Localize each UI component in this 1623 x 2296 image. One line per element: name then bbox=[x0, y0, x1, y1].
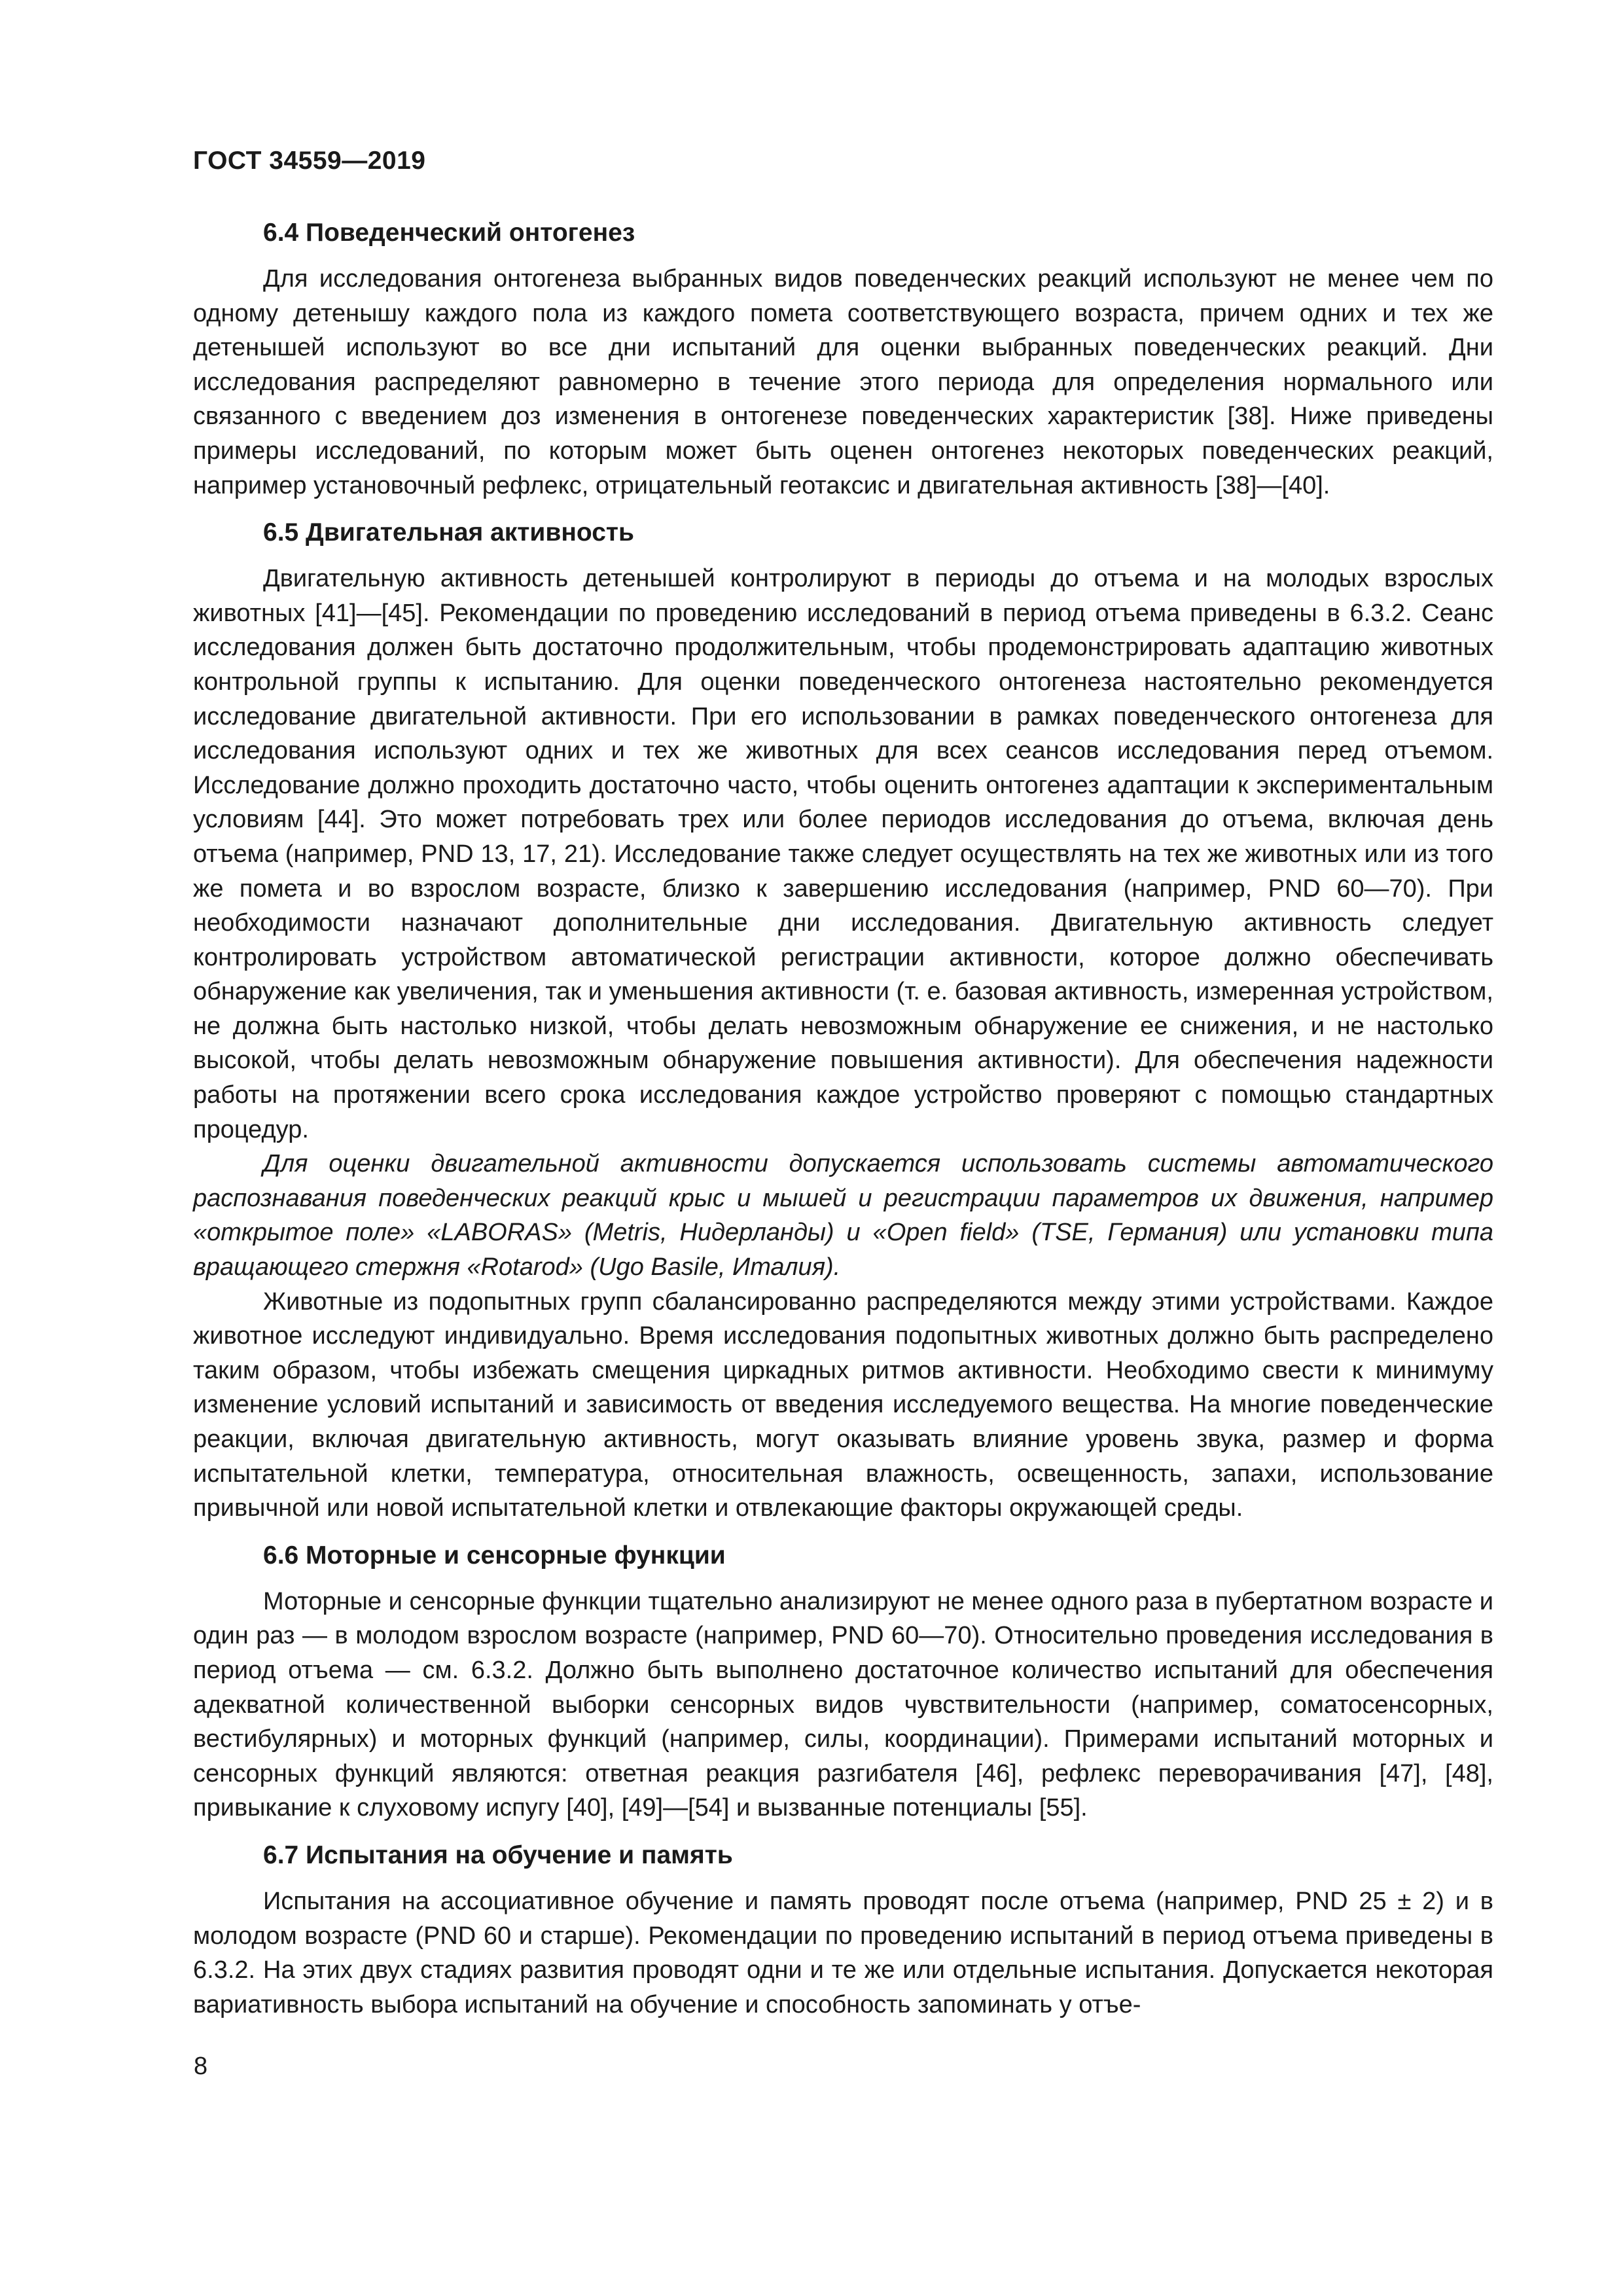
section-6-6-title: 6.6 Моторные и сенсорные функции bbox=[263, 1541, 726, 1570]
section-6-7-paragraph: Испытания на ассоциативное обучение и память проводят после отъема (например, PND 25 ± 2) и в молодом возрасте (PND 60 и старше). Рекомендации по проведению испытаний в период отъема приведены в 6.3.2. На этих двух стадиях развития проводят одни и те же или отдельные испытания. Допускается некоторая вариативность выбора испытаний на обучение и способность запоминать у отъе- bbox=[193, 1887, 1493, 2018]
section-6-7-title: 6.7 Испытания на обучение и память bbox=[263, 1840, 733, 1869]
page-number: 8 bbox=[194, 2053, 208, 2080]
section-6-5-closing-paragraph: Животные из подопытных групп сбалансированно распределяются между этими устройствами. Каждое животное исследуют индивидуально. Время исследования подопытных животных должно быть распределено таким образом, чтобы избежать смещения циркадных ритмов активности. Необходимо свести к минимуму изменение условий испытаний и зависимость от введения исследуемого вещества. На многие поведенческие реакции, включая двигательную активность, могут оказывать влияние уровень звука, размер и форма испытательной клетки, температура, относительная влажность, освещенность, запахи, использование привычной или новой испытательной клетки и отвлекающие факторы окружающей среды. bbox=[193, 1287, 1493, 1522]
section-6-4-paragraph: Для исследования онтогенеза выбранных видов поведенческих реакций используют не менее чем по одному детенышу каждого пола из каждого помета соответствующего возраста, причем одних и тех же детенышей используют во все дни испытаний для оценки выбранных поведенческих реакций. Дни исследования распределяют равномерно в течение этого периода для определения нормального или связанного с введением доз изменения в онтогенезе поведенческих характеристик [38]. Ниже приведены примеры исследований, по которым может быть оценен онтогенез некоторых поведенческих реакций, например установочный рефлекс, отрицательный геотаксис и двигательная активность [38]—[40]. bbox=[193, 265, 1493, 499]
document-header: ГОСТ 34559—2019 bbox=[193, 147, 426, 175]
section-6-6-paragraph: Моторные и сенсорные функции тщательно анализируют не менее одного раза в пубертатном возрасте и один раз — в молодом взрослом возрасте (например, PND 60—70). Относительно проведения исследования в период отъема — см. 6.3.2. Должно быть выполнено достаточное количество испытаний для обеспечения адекватной количественной выборки сенсорных видов чувствительности (например, соматосенсорных, вестибулярных) и моторных функций (например, силы, координации). Примерами испытаний моторных и сенсорных функций являются: ответная реакция разгибателя [46], рефлекс переворачивания [47], [48], привыкание к слуховому испугу [40], [49]—[54] и вызванные потенциалы [55]. bbox=[193, 1587, 1493, 1822]
section-6-5-title: 6.5 Двигательная активность bbox=[263, 518, 634, 547]
section-6-5-paragraph: Двигательную активность детенышей контролируют в периоды до отъема и на молодых взрослых животных [41]—[45]. Рекомендации по проведению исследований в период отъема приведены в 6.3.2. Сеанс исследования должен быть достаточно продолжительным, чтобы продемонстрировать адаптацию животных контрольной группы к испытанию. Для оценки поведенческого онтогенеза настоятельно рекомендуется исследование двигательной активности. При его использовании в рамках поведенческого онтогенеза для исследования используют одних и тех же животных для всех сеансов исследования перед отъемом. Исследование должно проходить достаточно часто, чтобы оценить онтогенез адаптации к экспериментальным условиям [44]. Это может потребовать трех или более периодов исследования до отъема, включая день отъема (например, PND 13, 17, 21). Исследование также следует осуществлять на тех же животных или из того же помета и во взрослом возрасте, близко к завершению исследования (например, PND 60—70). При необходимости назначают дополнительные дни исследования. Двигательную активность следует контролировать устройством автоматической регистрации активности, которое должно обеспечивать обнаружение как увеличения, так и уменьшения активности (т. е. базовая активность, измеренная устройством, не должна быть настолько низкой, чтобы делать невозможным обнаружение ее снижения, и не настолько высокой, чтобы делать невозможным обнаружение повышения активности). Для обеспечения надежности работы на протяжении всего срока исследования каждое устройство проверяют с помощью стандартных процедур. bbox=[193, 565, 1493, 1143]
document-body bbox=[193, 216, 1493, 2022]
section-6-4-title: 6.4 Поведенческий онтогенез bbox=[263, 219, 635, 247]
section-6-5-italic-note: Для оценки двигательной активности допускается использовать системы автоматического распознавания поведенческих реакций крыс и мышей и регистрации параметров их движения, например «открытое поле» «LABORAS» (Metris, Нидерланды) и «Open field» (TSE, Германия) или установки типа вращающего стержня «Rotarod» (Ugo Basile, Италия). bbox=[193, 1150, 1493, 1282]
